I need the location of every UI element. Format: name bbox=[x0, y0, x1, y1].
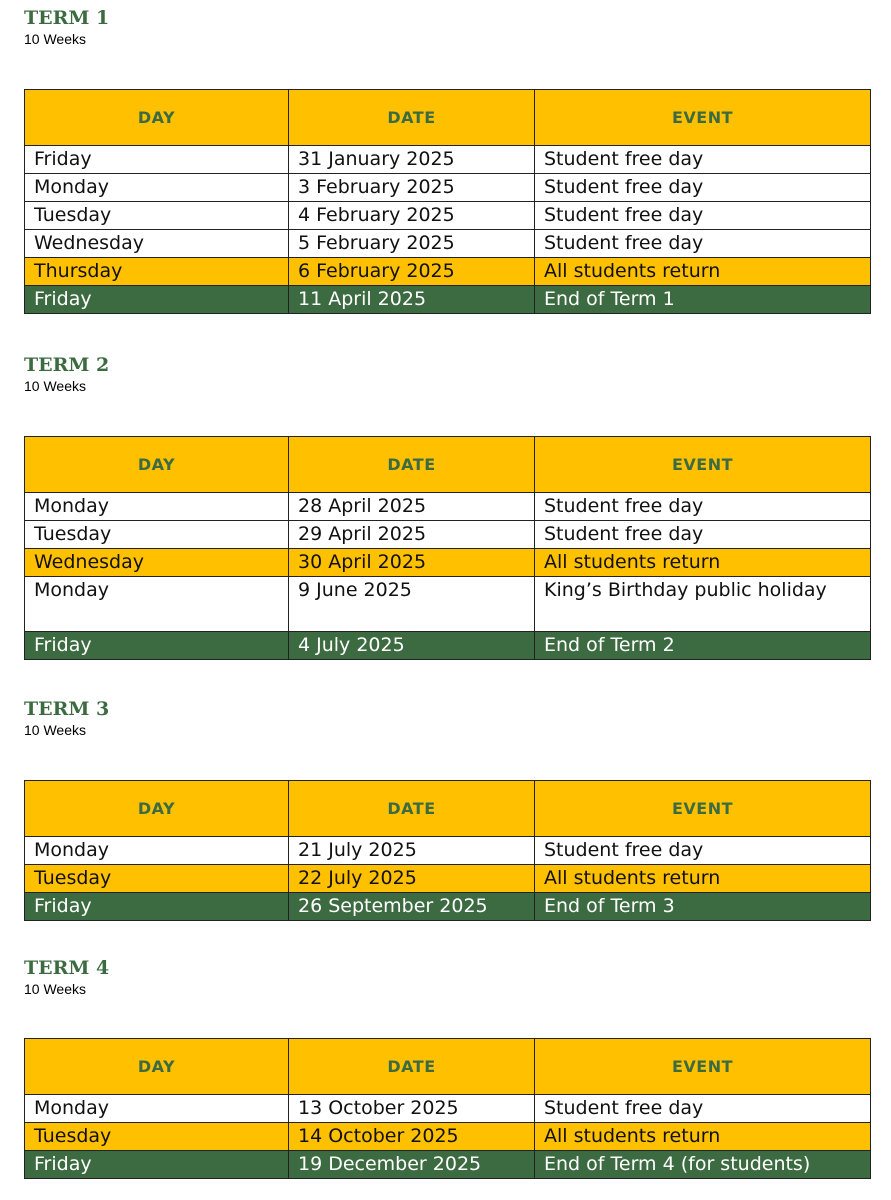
day-cell: Friday bbox=[25, 286, 289, 314]
day-cell: Monday bbox=[25, 1095, 289, 1123]
table-row bbox=[25, 174, 871, 202]
event-cell: End of Term 1 bbox=[535, 286, 871, 314]
table-header-row bbox=[25, 1039, 871, 1095]
event-header: EVENT bbox=[535, 1039, 871, 1095]
event-header: EVENT bbox=[535, 90, 871, 146]
day-cell: Tuesday bbox=[25, 865, 289, 893]
table-row bbox=[25, 521, 871, 549]
return-row bbox=[25, 865, 871, 893]
event-cell: Student free day bbox=[535, 493, 871, 521]
date-cell: 14 October 2025 bbox=[289, 1123, 535, 1151]
day-header: DAY bbox=[25, 781, 289, 837]
date-header: DATE bbox=[289, 90, 535, 146]
term-title: TERM 4 bbox=[24, 957, 110, 979]
table-row bbox=[25, 1095, 871, 1123]
day-cell: Friday bbox=[25, 632, 289, 660]
term-3-table bbox=[24, 780, 871, 921]
date-cell: 26 September 2025 bbox=[289, 893, 535, 921]
date-cell: 30 April 2025 bbox=[289, 549, 535, 577]
table-row bbox=[25, 230, 871, 258]
event-cell: Student free day bbox=[535, 837, 871, 865]
date-cell: 13 October 2025 bbox=[289, 1095, 535, 1123]
date-cell: 5 February 2025 bbox=[289, 230, 535, 258]
date-cell: 9 June 2025 bbox=[289, 577, 535, 632]
date-cell: 28 April 2025 bbox=[289, 493, 535, 521]
table-header-row bbox=[25, 781, 871, 837]
term-2-section bbox=[24, 353, 870, 656]
table-header-row bbox=[25, 437, 871, 493]
term-3-section bbox=[24, 697, 870, 917]
day-cell: Monday bbox=[25, 174, 289, 202]
table-row bbox=[25, 837, 871, 865]
table-row bbox=[25, 493, 871, 521]
table-row bbox=[25, 202, 871, 230]
day-cell: Wednesday bbox=[25, 549, 289, 577]
day-cell: Thursday bbox=[25, 258, 289, 286]
date-cell: 4 February 2025 bbox=[289, 202, 535, 230]
date-header: DATE bbox=[289, 437, 535, 493]
date-cell: 29 April 2025 bbox=[289, 521, 535, 549]
event-cell: Student free day bbox=[535, 174, 871, 202]
date-cell: 3 February 2025 bbox=[289, 174, 535, 202]
term-title: TERM 3 bbox=[24, 698, 110, 720]
day-cell: Friday bbox=[25, 1151, 289, 1179]
day-cell: Monday bbox=[25, 493, 289, 521]
day-cell: Friday bbox=[25, 146, 289, 174]
term-duration: 10 Weeks bbox=[24, 722, 86, 738]
event-cell: Student free day bbox=[535, 202, 871, 230]
day-cell: Tuesday bbox=[25, 202, 289, 230]
event-header: EVENT bbox=[535, 781, 871, 837]
return-row bbox=[25, 1123, 871, 1151]
day-header: DAY bbox=[25, 437, 289, 493]
day-cell: Wednesday bbox=[25, 230, 289, 258]
date-cell: 19 December 2025 bbox=[289, 1151, 535, 1179]
day-header: DAY bbox=[25, 1039, 289, 1095]
return-row bbox=[25, 258, 871, 286]
term-title: TERM 1 bbox=[24, 7, 110, 29]
date-cell: 4 July 2025 bbox=[289, 632, 535, 660]
event-cell: End of Term 4 (for students) bbox=[535, 1151, 871, 1179]
event-cell: King’s Birthday public holiday bbox=[535, 577, 871, 632]
return-row bbox=[25, 549, 871, 577]
term-duration: 10 Weeks bbox=[24, 31, 86, 47]
table-row bbox=[25, 577, 871, 632]
term-duration: 10 Weeks bbox=[24, 981, 86, 997]
day-cell: Tuesday bbox=[25, 521, 289, 549]
day-cell: Monday bbox=[25, 577, 289, 632]
end-of-term-row bbox=[25, 893, 871, 921]
day-header: DAY bbox=[25, 90, 289, 146]
event-cell: End of Term 2 bbox=[535, 632, 871, 660]
event-cell: All students return bbox=[535, 549, 871, 577]
date-cell: 11 April 2025 bbox=[289, 286, 535, 314]
end-of-term-row bbox=[25, 632, 871, 660]
table-row bbox=[25, 146, 871, 174]
day-cell: Monday bbox=[25, 837, 289, 865]
term-1-table bbox=[24, 89, 871, 314]
day-cell: Tuesday bbox=[25, 1123, 289, 1151]
table-header-row bbox=[25, 90, 871, 146]
end-of-term-row bbox=[25, 286, 871, 314]
event-cell: All students return bbox=[535, 1123, 871, 1151]
date-cell: 6 February 2025 bbox=[289, 258, 535, 286]
date-cell: 22 July 2025 bbox=[289, 865, 535, 893]
event-cell: All students return bbox=[535, 865, 871, 893]
event-cell: Student free day bbox=[535, 230, 871, 258]
date-cell: 21 July 2025 bbox=[289, 837, 535, 865]
day-cell: Friday bbox=[25, 893, 289, 921]
date-cell: 31 January 2025 bbox=[289, 146, 535, 174]
term-2-table bbox=[24, 436, 871, 660]
term-1-section bbox=[24, 6, 870, 310]
term-duration: 10 Weeks bbox=[24, 378, 86, 394]
date-header: DATE bbox=[289, 1039, 535, 1095]
term-4-table bbox=[24, 1038, 871, 1179]
event-cell: Student free day bbox=[535, 146, 871, 174]
event-cell: Student free day bbox=[535, 1095, 871, 1123]
end-of-term-row bbox=[25, 1151, 871, 1179]
event-cell: All students return bbox=[535, 258, 871, 286]
event-cell: End of Term 3 bbox=[535, 893, 871, 921]
term-4-section bbox=[24, 956, 870, 1175]
event-header: EVENT bbox=[535, 437, 871, 493]
event-cell: Student free day bbox=[535, 521, 871, 549]
term-title: TERM 2 bbox=[24, 354, 110, 376]
date-header: DATE bbox=[289, 781, 535, 837]
